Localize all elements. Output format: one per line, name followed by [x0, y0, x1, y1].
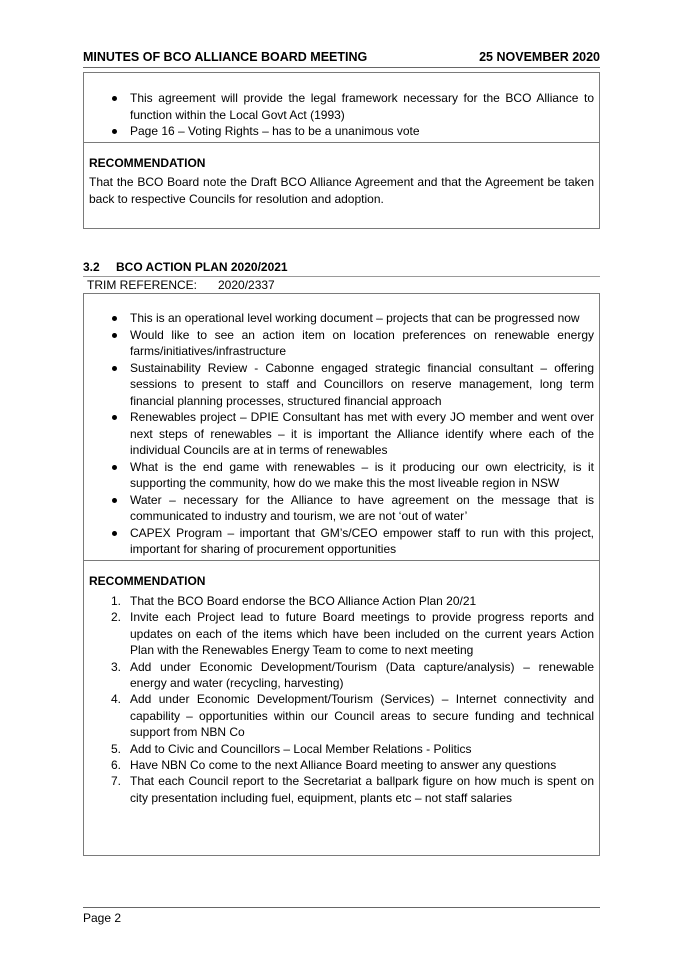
list-item: Would like to see an action item on location preferences on renewable energy farms/initiatives/infrastructure	[89, 327, 594, 360]
section-title: BCO ACTION PLAN 2020/2021	[116, 260, 288, 274]
action-plan-bullet-list	[89, 310, 594, 558]
section-heading	[83, 260, 600, 274]
list-item: 1. That the BCO Board endorse the BCO Alliance Action Plan 20/21	[111, 594, 477, 608]
list-item: CAPEX Program – important that GM’s/CEO empower staff to run with this project, important for sharing of procurement opportunities	[89, 525, 594, 558]
list-item: Water – necessary for the Alliance to have agreement on the message that is communicated to industry and tourism, we are not ‘out of water’	[89, 492, 594, 525]
agreement-recommendation	[84, 143, 599, 209]
recommendation-text: That the BCO Board note the Draft BCO Alliance Agreement and that the Agreement be taken back to respective Councils for resolution and adoption.	[89, 175, 594, 206]
trim-value: 2020/2337	[218, 278, 275, 292]
recommendation-heading: RECOMMENDATION	[89, 155, 206, 170]
page-number: Page 2	[83, 911, 122, 925]
header-rule	[83, 67, 600, 68]
bullet-icon	[112, 316, 117, 321]
list-item: Page 16 – Voting Rights – has to be a unanimous vote	[89, 123, 594, 140]
list-item: What is the end game with renewables – is it producing our own electricity, is it supporting the community, how do we make this the most liveable region in NSW	[89, 459, 594, 492]
recommendation-heading: RECOMMENDATION	[89, 573, 206, 588]
agreement-bullet-list	[89, 90, 594, 140]
footer-rule	[83, 907, 600, 908]
list-item: This agreement will provide the legal framework necessary for the BCO Alliance to function within the Local Govt Act (1993)	[89, 90, 594, 123]
header-date: 25 NOVEMBER 2020	[479, 50, 600, 64]
list-item: 6. Have NBN Co come to the next Alliance Board meeting to answer any questions	[111, 758, 557, 773]
bullet-icon	[112, 498, 117, 503]
recommendation-list	[89, 593, 594, 806]
header-title: MINUTES OF BCO ALLIANCE BOARD MEETING	[83, 50, 368, 64]
agreement-notes	[84, 73, 599, 142]
section-number: 3.2	[83, 260, 100, 274]
bullet-icon	[112, 333, 117, 338]
action-plan-box	[83, 293, 600, 856]
list-item: 3. Add under Economic Development/Tourism (Data capture/analysis) – renewable energy and water (recycling, harvesting)	[111, 659, 594, 691]
action-plan-notes	[84, 294, 599, 560]
list-item: 7. That each Council report to the Secretariat a ballpark figure on how much is spent on city presentation including fuel, equipment, plants etc – not staff salaries	[111, 774, 594, 805]
bullet-icon	[112, 531, 117, 536]
list-item: Renewables project – DPIE Consultant has met with every JO member and went over next steps of renewables – it is important the Alliance identify where each of the individual Councils are at in terms of renewables	[89, 409, 594, 459]
bullet-icon	[112, 465, 117, 470]
action-plan-recommendation	[84, 561, 599, 807]
bullet-icon	[112, 415, 117, 420]
list-item: This is an operational level working document – projects that can be progressed now	[89, 310, 594, 327]
page-header	[83, 50, 600, 66]
bullet-icon	[112, 366, 117, 371]
bullet-icon	[112, 129, 117, 134]
bullet-icon	[112, 96, 117, 101]
trim-label: TRIM REFERENCE:	[87, 278, 198, 292]
list-item: 2. Invite each Project lead to future Board meetings to provide progress reports and updates on each of the items which have been included on the current years Action Plan with the Renewables Energy Team to come to next meeting	[111, 610, 594, 658]
list-item: 5. Add to Civic and Councillors – Local Member Relations - Politics	[111, 741, 472, 756]
list-item: 4. Add under Economic Development/Tourism (Services) – Internet connectivity and capability – opportunities within our Council areas to secure funding and technical support from NBN Co	[111, 692, 594, 740]
list-item: Sustainability Review - Cabonne engaged strategic financial consultant – offering sessions to present to staff and Councillors on reserve management, long term financial planning processes, structured financial approach	[89, 360, 594, 410]
agreement-box	[83, 72, 600, 229]
trim-reference	[87, 278, 275, 292]
section-rule	[83, 276, 600, 277]
